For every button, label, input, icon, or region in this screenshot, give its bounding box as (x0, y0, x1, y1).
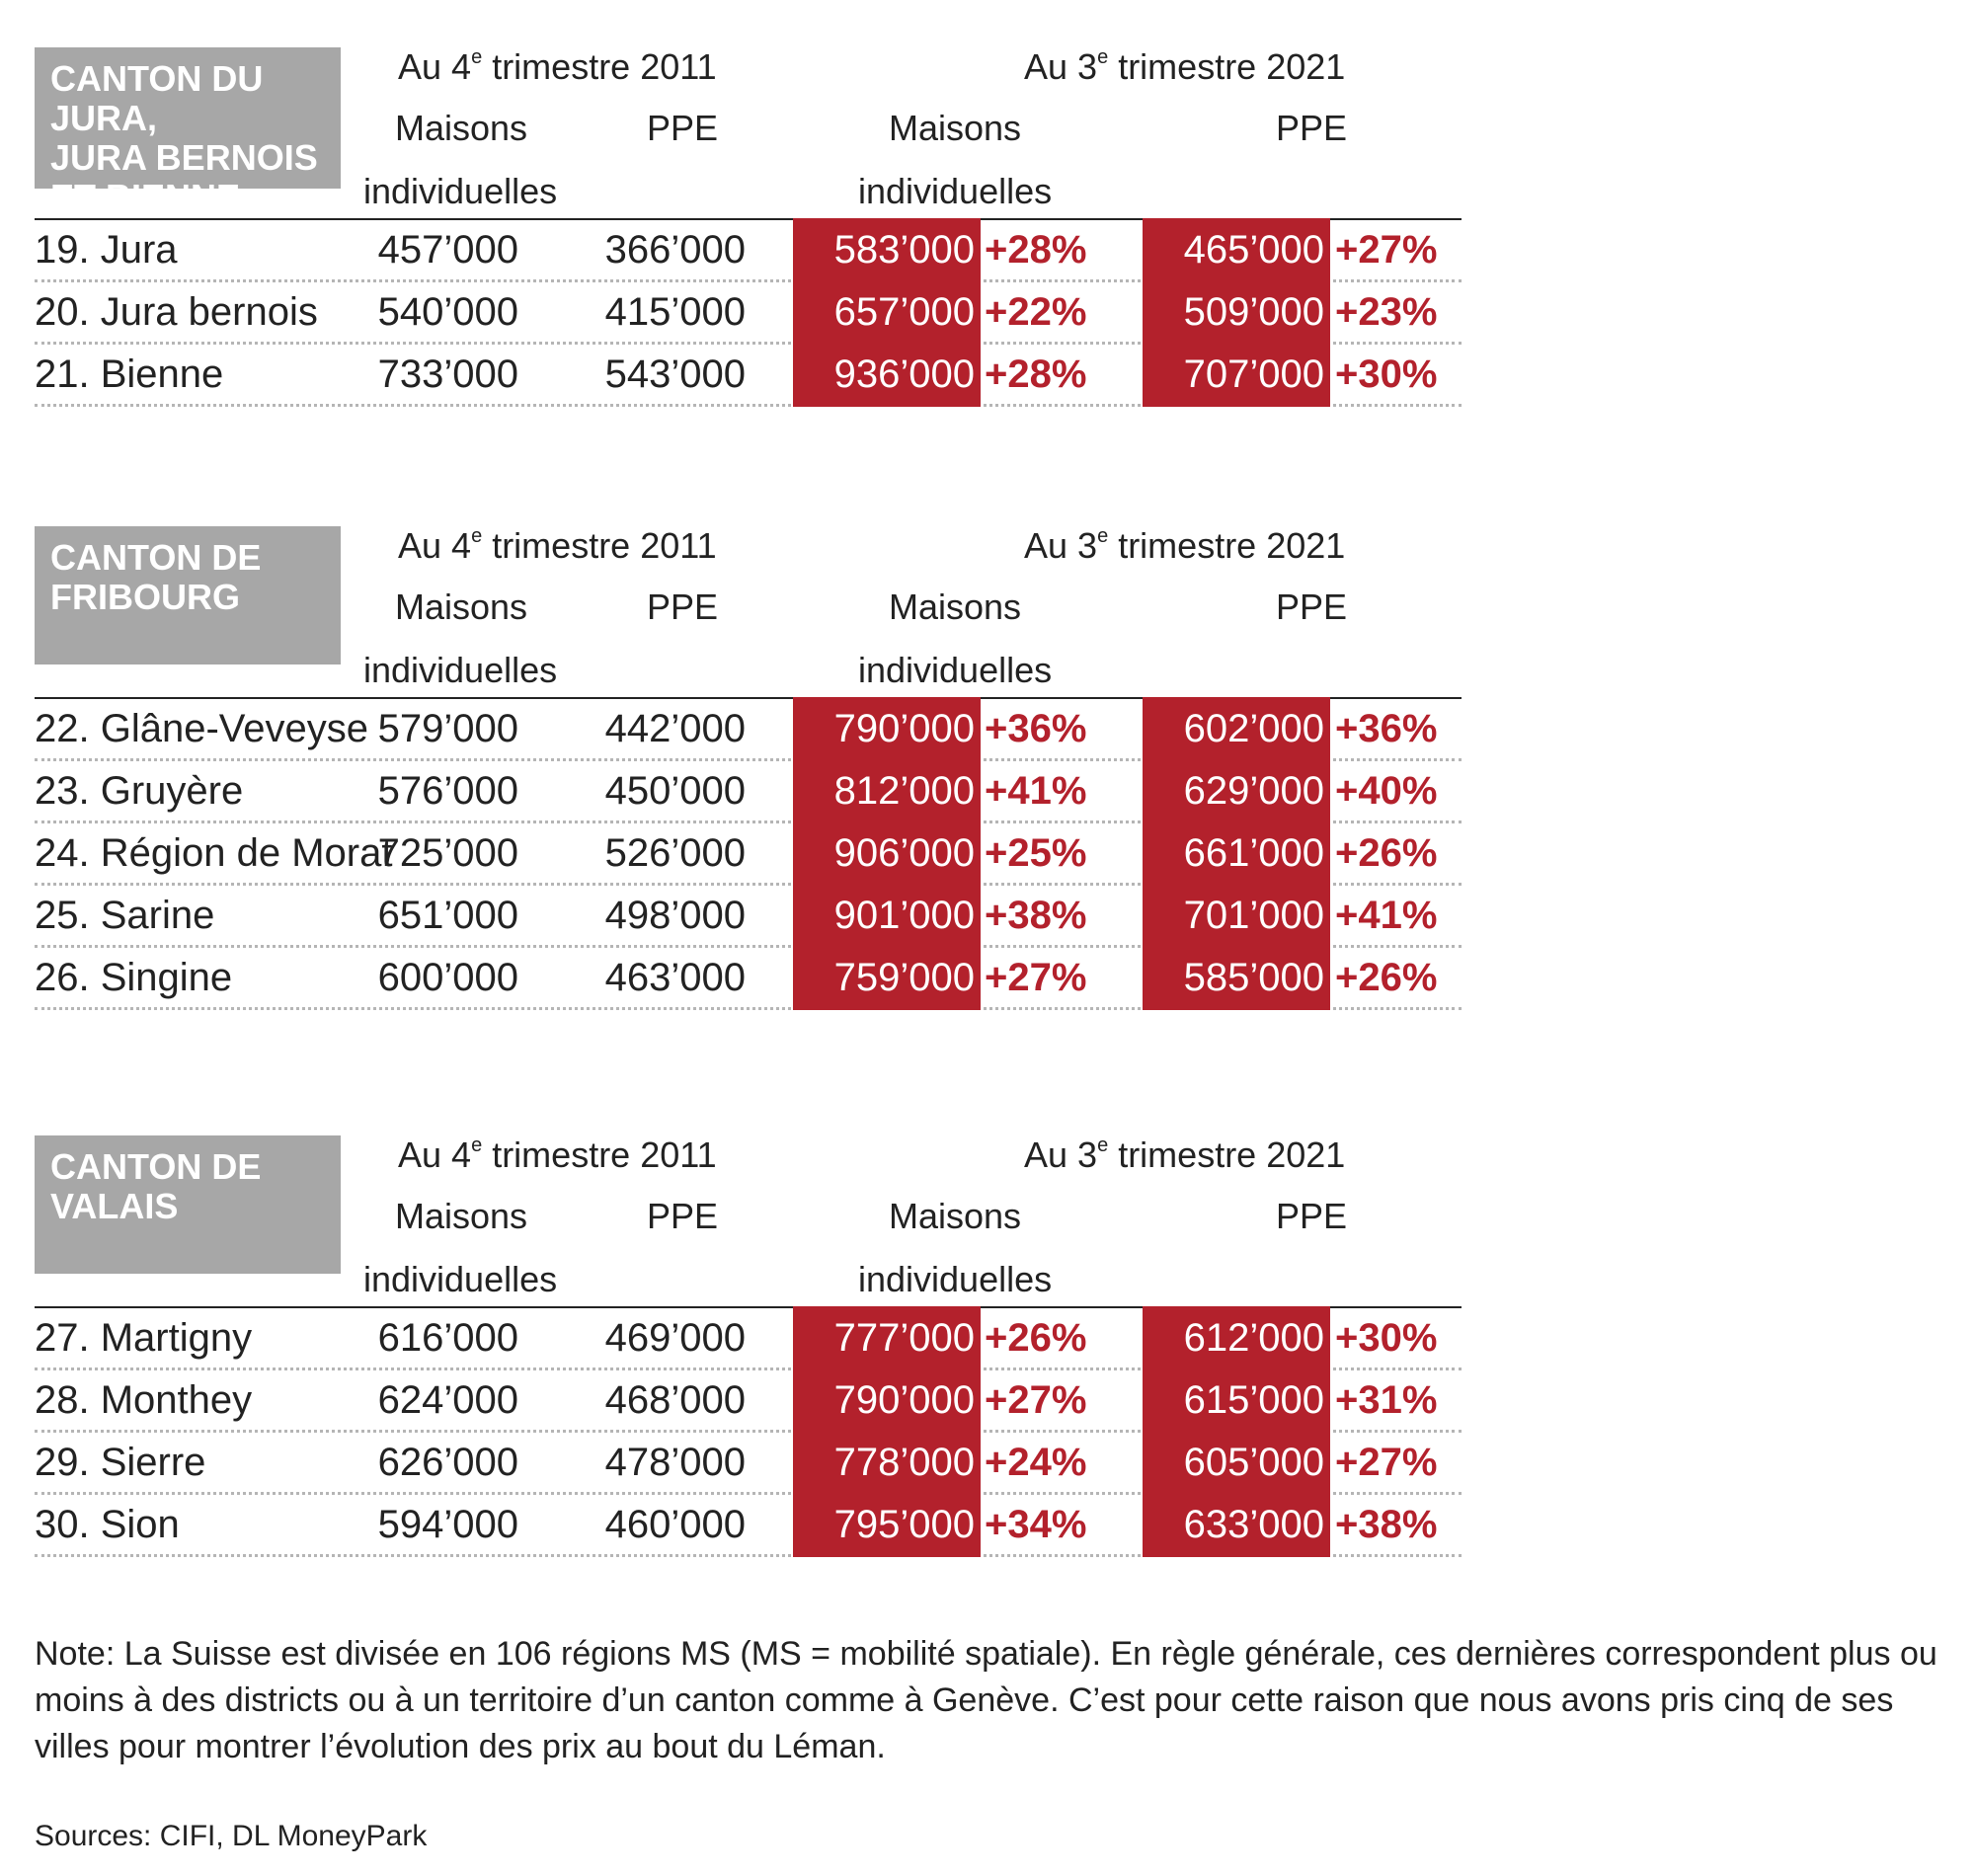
table-row (35, 282, 1462, 345)
ppe-2011-value: 498’000 (604, 894, 746, 937)
canton-title-line: CANTON DE (50, 537, 262, 578)
maisons-change-value: +28% (985, 228, 1087, 272)
period-text: Au 4 (398, 1134, 472, 1175)
period-superscript: e (471, 525, 483, 547)
maisons-change-value: +22% (985, 290, 1087, 334)
header-maisons-2011-line1: Maisons (395, 586, 528, 627)
table-row (35, 345, 1462, 407)
region-name: 19. Jura (35, 228, 178, 272)
canton-title (35, 1135, 341, 1274)
canton-title-line: CANTON DU JURA, (50, 58, 264, 138)
canton-section (35, 1135, 1462, 1565)
ppe-change-value: +38% (1335, 1503, 1438, 1546)
maisons-2011-value: 540’000 (377, 290, 518, 334)
maisons-2021-value: 812’000 (793, 759, 981, 823)
ppe-change-value: +41% (1335, 894, 1438, 937)
table-row (35, 699, 1462, 761)
ppe-2011-value: 415’000 (604, 290, 746, 334)
ppe-2011-value: 478’000 (604, 1441, 746, 1484)
region-name: 28. Monthey (35, 1378, 253, 1422)
canton-section (35, 47, 1462, 415)
header-maisons-2011-line2: individuelles (363, 171, 558, 211)
sources-line: Sources: CIFI, DL MoneyPark (35, 1820, 428, 1852)
ppe-2011-value: 366’000 (604, 228, 746, 272)
ppe-2011-value: 469’000 (604, 1316, 746, 1360)
header-period-2021 (1024, 1135, 1345, 1175)
header-maisons-2011-line2: individuelles (363, 650, 558, 690)
ppe-2021-value: 585’000 (1143, 946, 1330, 1010)
header-period-2021 (1024, 526, 1345, 566)
maisons-change-value: +34% (985, 1503, 1087, 1546)
maisons-2021-value: 657’000 (793, 280, 981, 345)
maisons-2011-value: 600’000 (377, 956, 518, 999)
table-row (35, 220, 1462, 282)
ppe-change-value: +26% (1335, 831, 1438, 875)
header-maisons-2021-line1: Maisons (889, 108, 1022, 148)
header-maisons-2011-line1: Maisons (395, 108, 528, 148)
region-name: 27. Martigny (35, 1316, 253, 1360)
ppe-change-value: +27% (1335, 228, 1438, 272)
period-text: Au 3 (1024, 46, 1098, 87)
header-maisons-2011-line1: Maisons (395, 1196, 528, 1236)
maisons-change-value: +38% (985, 894, 1087, 937)
canton-section (35, 526, 1462, 1018)
maisons-2011-value: 624’000 (377, 1378, 518, 1422)
ppe-2021-value: 701’000 (1143, 884, 1330, 948)
period-superscript: e (471, 1134, 483, 1156)
period-text: Au 4 (398, 46, 472, 87)
period-text: trimestre 2021 (1108, 46, 1346, 87)
maisons-2011-value: 616’000 (377, 1316, 518, 1360)
region-name: 26. Singine (35, 956, 233, 999)
maisons-change-value: +26% (985, 1316, 1087, 1360)
maisons-change-value: +28% (985, 352, 1087, 396)
header-ppe-2021: PPE (1276, 1196, 1348, 1236)
footnote: Note: La Suisse est divisée en 106 régions MS (MS = mobilité spatiale). En règle générale, ces dernières correspondent plus ou moins à des districts ou à un territoire d’un canton comme à Genève. C’est pour cette raison que nous avons pris cinq de ses villes pour montrer l’évolution des prix au bout du Léman. (35, 1635, 1937, 1765)
ppe-2011-value: 442’000 (604, 707, 746, 750)
ppe-2021-value: 629’000 (1143, 759, 1330, 823)
header-ppe-2021: PPE (1276, 586, 1348, 627)
period-text: Au 4 (398, 525, 472, 566)
ppe-change-value: +26% (1335, 956, 1438, 999)
ppe-2021-value: 602’000 (1143, 697, 1330, 761)
maisons-change-value: +36% (985, 707, 1087, 750)
region-name: 20. Jura bernois (35, 290, 318, 334)
ppe-change-value: +40% (1335, 769, 1438, 813)
period-text: trimestre 2021 (1108, 1134, 1346, 1175)
region-name: 21. Bienne (35, 352, 224, 396)
ppe-2011-value: 543’000 (604, 352, 746, 396)
maisons-2021-value: 790’000 (793, 697, 981, 761)
canton-title (35, 526, 341, 664)
ppe-2021-value: 605’000 (1143, 1431, 1330, 1495)
ppe-2021-value: 661’000 (1143, 821, 1330, 886)
maisons-2011-value: 725’000 (377, 831, 518, 875)
canton-title (35, 47, 341, 217)
maisons-2021-value: 901’000 (793, 884, 981, 948)
table-row (35, 1433, 1462, 1495)
maisons-2021-value: 790’000 (793, 1368, 981, 1433)
header-maisons-2021-line2: individuelles (858, 171, 1053, 211)
maisons-2021-value: 906’000 (793, 821, 981, 886)
ppe-change-value: +30% (1335, 352, 1438, 396)
region-name: 23. Gruyère (35, 769, 244, 813)
maisons-change-value: +27% (985, 956, 1087, 999)
region-name: 22. Glâne-Veveyse (35, 707, 368, 750)
maisons-2021-value: 778’000 (793, 1431, 981, 1495)
region-name: 24. Région de Morat (35, 831, 393, 875)
ppe-2021-value: 612’000 (1143, 1306, 1330, 1370)
header-ppe-2011: PPE (647, 1196, 719, 1236)
ppe-2021-value: 707’000 (1143, 343, 1330, 407)
region-name: 25. Sarine (35, 894, 215, 937)
maisons-2021-value: 936’000 (793, 343, 981, 407)
table-row (35, 761, 1462, 823)
table-row (35, 823, 1462, 886)
header-ppe-2011: PPE (647, 586, 719, 627)
period-text: trimestre 2011 (482, 1134, 717, 1175)
ppe-2021-value: 509’000 (1143, 280, 1330, 345)
ppe-change-value: +23% (1335, 290, 1438, 334)
period-text: trimestre 2011 (482, 525, 717, 566)
header-maisons-2021-line1: Maisons (889, 586, 1022, 627)
canton-title-line: VALAIS (50, 1186, 179, 1226)
period-text: Au 3 (1024, 525, 1098, 566)
ppe-2011-value: 468’000 (604, 1378, 746, 1422)
header-ppe-2021: PPE (1276, 108, 1348, 148)
maisons-2011-value: 457’000 (377, 228, 518, 272)
maisons-change-value: +24% (985, 1441, 1087, 1484)
ppe-change-value: +36% (1335, 707, 1438, 750)
maisons-change-value: +41% (985, 769, 1087, 813)
header-period-2021 (1024, 47, 1345, 87)
header-maisons-2021-line2: individuelles (858, 650, 1053, 690)
ppe-change-value: +31% (1335, 1378, 1438, 1422)
header-maisons-2011-line2: individuelles (363, 1259, 558, 1299)
maisons-change-value: +27% (985, 1378, 1087, 1422)
region-name: 30. Sion (35, 1503, 180, 1546)
maisons-2021-value: 583’000 (793, 218, 981, 282)
maisons-2011-value: 651’000 (377, 894, 518, 937)
header-period-2011 (398, 526, 717, 566)
maisons-2021-value: 777’000 (793, 1306, 981, 1370)
canton-title-line: CANTON DE (50, 1146, 262, 1187)
maisons-2021-value: 759’000 (793, 946, 981, 1010)
table-row (35, 1495, 1462, 1557)
ppe-2011-value: 450’000 (604, 769, 746, 813)
ppe-change-value: +27% (1335, 1441, 1438, 1484)
canton-title-line: ET BIENNE (50, 177, 241, 217)
maisons-2021-value: 795’000 (793, 1493, 981, 1557)
ppe-2011-value: 460’000 (604, 1503, 746, 1546)
table-row (35, 1370, 1462, 1433)
ppe-2011-value: 463’000 (604, 956, 746, 999)
ppe-2011-value: 526’000 (604, 831, 746, 875)
maisons-2011-value: 576’000 (377, 769, 518, 813)
ppe-2021-value: 633’000 (1143, 1493, 1330, 1557)
canton-title-line: FRIBOURG (50, 577, 240, 617)
canton-title-line: JURA BERNOIS (50, 137, 318, 178)
maisons-2011-value: 579’000 (377, 707, 518, 750)
maisons-2011-value: 594’000 (377, 1503, 518, 1546)
header-maisons-2021-line2: individuelles (858, 1259, 1053, 1299)
period-text: trimestre 2021 (1108, 525, 1346, 566)
header-period-2011 (398, 1135, 717, 1175)
table-row (35, 886, 1462, 948)
ppe-2021-value: 465’000 (1143, 218, 1330, 282)
period-superscript: e (1097, 46, 1109, 68)
table-row (35, 948, 1462, 1010)
ppe-change-value: +30% (1335, 1316, 1438, 1360)
ppe-2021-value: 615’000 (1143, 1368, 1330, 1433)
header-ppe-2011: PPE (647, 108, 719, 148)
maisons-change-value: +25% (985, 831, 1087, 875)
region-name: 29. Sierre (35, 1441, 206, 1484)
header-period-2011 (398, 47, 717, 87)
maisons-2011-value: 733’000 (377, 352, 518, 396)
maisons-2011-value: 626’000 (377, 1441, 518, 1484)
period-text: Au 3 (1024, 1134, 1098, 1175)
period-superscript: e (1097, 525, 1109, 547)
header-maisons-2021-line1: Maisons (889, 1196, 1022, 1236)
table-row (35, 1308, 1462, 1370)
period-superscript: e (471, 46, 483, 68)
period-superscript: e (1097, 1134, 1109, 1156)
period-text: trimestre 2011 (482, 46, 717, 87)
